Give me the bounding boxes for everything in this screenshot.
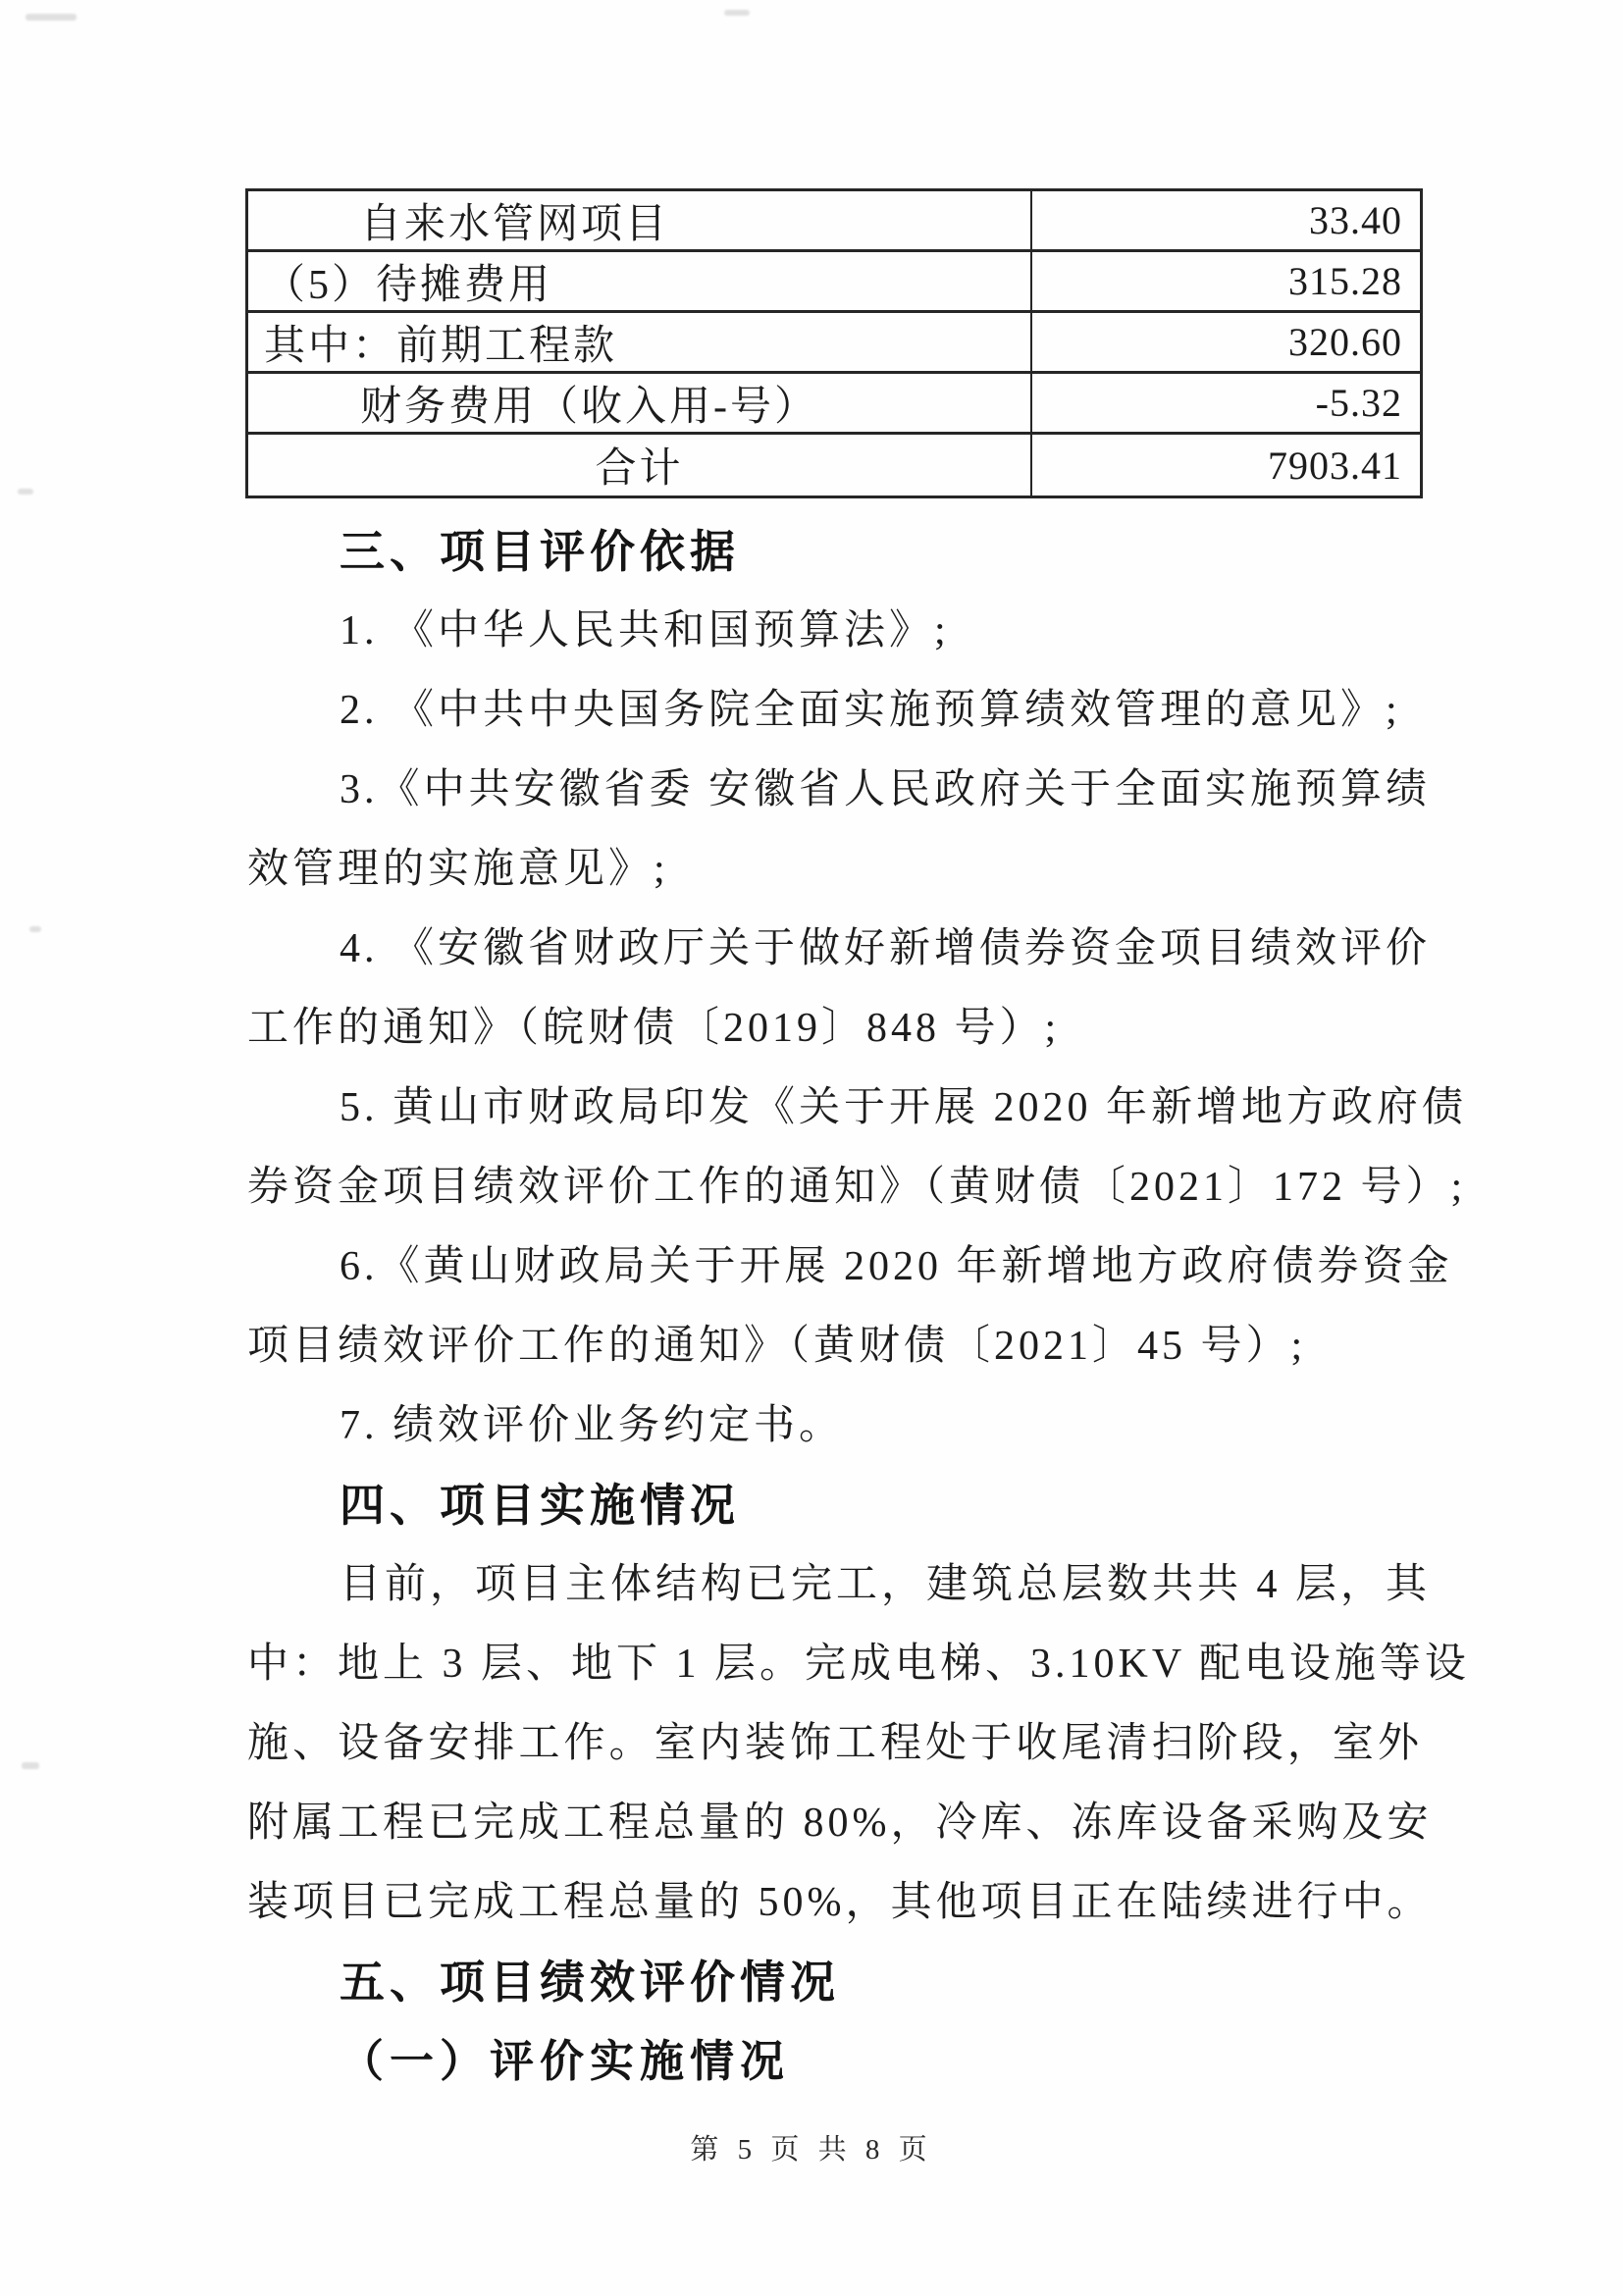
page-footer: 第 5 页 共 8 页 [690,2134,933,2166]
list-item-4-cont: 工作的通知》（皖财债〔2019〕848 号）; [247,1006,1061,1051]
list-item-3-cont: 效管理的实施意见》; [247,847,669,892]
table-row [248,313,1420,374]
scan-artifact [724,10,750,16]
section-heading-3: 三、项目评价依据 [340,526,740,577]
section-heading-4: 四、项目实施情况 [340,1480,740,1531]
table-cell-label: 其中：前期工程款 [264,323,618,369]
scan-artifact [18,489,33,495]
subsection-heading-5-1: （一）评价实施情况 [340,2037,791,2086]
table-row [248,191,1420,252]
paragraph-line: 装项目已完成工程总量的 50%，其他项目正在陆续进行中。 [247,1880,1433,1925]
table-cell-value: 33.40 [1030,191,1420,249]
table-cell-label: 自来水管网项目 [360,201,670,247]
scan-artifact [29,926,41,932]
section-heading-5: 五、项目绩效评价情况 [340,1957,840,2008]
table-cell-label-total: 合计 [595,446,684,492]
list-item-7: 7. 绩效评价业务约定书。 [340,1403,845,1448]
table-cell-value: -5.32 [1030,374,1420,432]
paragraph-line: 目前，项目主体结构已完工，建筑总层数共共 4 层，其 [340,1562,1432,1607]
document-body [247,512,1470,2102]
list-item-2: 2. 《中共中央国务院全面实施预算绩效管理的意见》; [340,688,1401,733]
list-item-5-cont: 券资金项目绩效评价工作的通知》（黄财债〔2021〕172 号）; [247,1165,1467,1210]
table-row [248,374,1420,435]
table-cell-value: 315.28 [1030,252,1420,310]
paragraph-line: 中：地上 3 层、地下 1 层。完成电梯、3.10KV 配电设施等设 [247,1642,1470,1687]
table-row [248,252,1420,313]
paragraph-line: 附属工程已完成工程总量的 80%，冷库、冻库设备采购及安 [247,1800,1433,1846]
scan-artifact [22,1762,39,1769]
list-item-5: 5. 黄山市财政局印发《关于开展 2020 年新增地方政府债 [340,1085,1468,1130]
list-item-4: 4. 《安徽省财政厅关于做好新增债券资金项目绩效评价 [340,926,1432,971]
scan-artifact [26,14,77,21]
table-cell-value: 320.60 [1030,313,1420,371]
table-cell-label: （5）待摊费用 [264,262,553,308]
table-cell-label: 财务费用（收入用-号） [360,384,818,430]
list-item-6: 6.《黄山财政局关于开展 2020 年新增地方政府债券资金 [340,1244,1453,1289]
list-item-3: 3.《中共安徽省委 安徽省人民政府关于全面实施预算绩 [340,767,1432,812]
list-item-6-cont: 项目绩效评价工作的通知》（黄财债〔2021〕45 号）; [247,1324,1307,1369]
list-item-1: 1. 《中华人民共和国预算法》; [340,608,950,653]
table-cell-value-total: 7903.41 [1030,435,1420,496]
table-row [248,435,1420,496]
paragraph-line: 施、设备安排工作。室内装饰工程处于收尾清扫阶段，室外 [247,1721,1423,1766]
cost-table [245,188,1423,498]
